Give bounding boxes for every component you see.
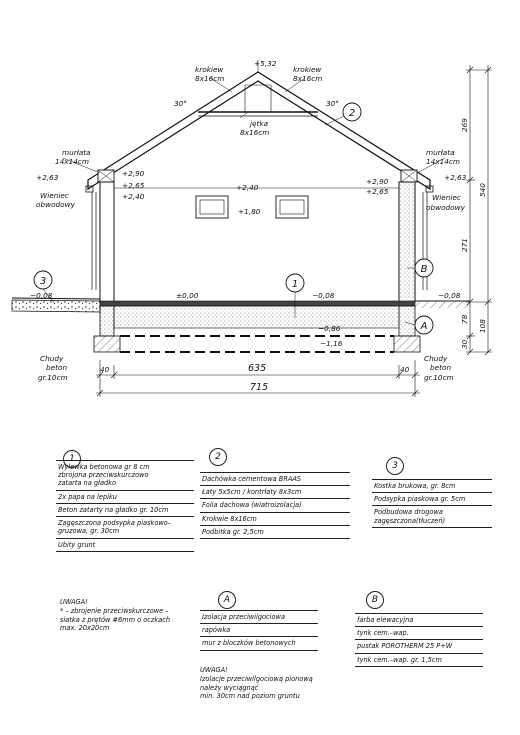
floor-slab — [100, 301, 415, 306]
legend-2 — [200, 472, 350, 539]
ground-left — [12, 300, 100, 312]
marker-3: 3 — [39, 276, 47, 287]
collar-tie-name: jętka — [250, 119, 269, 128]
foundation-bottom-level: −1,16 — [320, 339, 343, 348]
level-left-2: +2,40 — [122, 192, 145, 201]
marker-a: A — [420, 321, 428, 332]
roof-angle-right: 30° — [326, 99, 339, 108]
lean-concrete-left-3: gr.10cm — [38, 373, 68, 382]
rafter-right-size: 8x16cm — [293, 74, 323, 83]
legend-1-row: Ubity grunt — [56, 539, 194, 552]
legend-3-badge: 3 — [386, 457, 404, 475]
footing-left — [94, 336, 120, 352]
marker-2: 2 — [348, 108, 356, 119]
note-2-title: UWAGA! — [200, 666, 228, 674]
rafter-left-name: krokiew — [195, 65, 224, 74]
legend-3-row: Podbudowa drogowa zagęszczona(tłuczeń) — [372, 506, 492, 527]
legend-1-row: Beton zatarty na gładko gr. 10cm — [56, 504, 194, 517]
legend-3 — [372, 479, 492, 528]
note-1-title: UWAGA! — [60, 598, 88, 606]
level-eave-right: +2,63 — [444, 173, 467, 182]
legend-b-row: tynk cem.–wap. — [355, 627, 483, 640]
floor-level: ±0,00 — [176, 291, 199, 300]
level-left-0: +2,90 — [122, 169, 145, 178]
ridge-level: +5,32 — [254, 59, 277, 68]
dim-total-height: 540 — [478, 183, 487, 197]
ground-left-level: −0,08 — [30, 291, 53, 300]
legend-a-row: rapówka — [200, 624, 318, 637]
roof-angle-left: 30° — [174, 99, 187, 108]
rafter-right-name: krokiew — [293, 65, 322, 74]
legend-b-badge: B — [366, 591, 384, 609]
marker-1: 1 — [291, 279, 299, 290]
level-left-1: +2,65 — [122, 181, 145, 190]
dim-foundation: 78 — [460, 314, 469, 324]
legend-b-row: tynk cem.–wap. gr. 1,5cm — [355, 654, 483, 667]
ring-beam-left-name: Wieniec — [40, 191, 69, 200]
lean-concrete-right-3: gr.10cm — [424, 373, 454, 382]
lean-concrete-right-1: Chudy — [424, 354, 448, 363]
legend-b-row: pustak POROTHERM 25 P+W — [355, 640, 483, 653]
rafter-left-size: 8x16cm — [195, 74, 225, 83]
lean-concrete-left-2: beton — [46, 363, 68, 372]
lean-concrete-right-2: beton — [430, 363, 452, 372]
foundation-right — [399, 306, 415, 336]
legend-a — [200, 610, 318, 651]
footing-right — [394, 336, 420, 352]
floor-foundation — [12, 298, 470, 352]
level-right-0: +2,90 — [366, 177, 389, 186]
wall-right — [399, 182, 415, 302]
floor-substrate — [114, 306, 399, 328]
legend-2-row: Podbitka gr. 2,5cm — [200, 526, 350, 539]
window-head-level: +2,40 — [236, 183, 259, 192]
wall-plate-left-size: 14x14cm — [55, 157, 90, 166]
wall-plate-right-name: murłata — [426, 148, 455, 157]
floor-ground-level: −0,08 — [312, 291, 335, 300]
legend-a-row: mur z bloczków betonowych — [200, 637, 318, 650]
collar-tie-size: 8x16cm — [240, 128, 270, 137]
ring-beam-left-sub: obwodowy — [36, 200, 75, 209]
legend-1-badge: 1 — [63, 450, 81, 468]
dim-footing: 30 — [460, 339, 469, 349]
ground-right-level: −0,08 — [438, 291, 461, 300]
legend-2-row: Folia dachowa (wiatroizolacja) — [200, 499, 350, 512]
legend-1 — [56, 460, 194, 552]
dimension-lines — [96, 65, 492, 397]
ring-beam-right-sub: obwodowy — [426, 203, 465, 212]
wall-plate-right-size: 14x14cm — [426, 157, 461, 166]
legend-b-row: farba elewacyjna — [355, 613, 483, 627]
legend-2-badge: 2 — [209, 448, 227, 466]
legend-1-row: Wylewka betonowa gr 8 cm zbrojona przeciwskurczowo zatarta na gładko — [56, 460, 194, 491]
dim-interior: 635 — [248, 363, 267, 374]
legend-2-row: Dachówka cementowa BRAAS — [200, 472, 350, 486]
level-right-1: +2,65 — [366, 187, 389, 196]
marker-b: B — [420, 264, 428, 275]
wall-left — [100, 182, 114, 302]
dim-total: 715 — [250, 382, 269, 393]
window-sill-level: +1,80 — [238, 207, 261, 216]
legend-3-row: Kostka brukowa, gr. 8cm — [372, 479, 492, 493]
legend-2-row: Krokwie 8x16cm — [200, 513, 350, 526]
ring-beam-right-name: Wieniec — [432, 193, 461, 202]
note-1-text: * – zbrojenie przeciwskurczowe – siatka z prętów #6mm o oczkach max. 20x20cm — [60, 607, 171, 633]
note-2-text: Izolacje przeciwilgociową pionową należy wyciągnąć min. 30cm nad poziom gruntu — [200, 675, 313, 701]
legend-3-row: Podsypka piaskowa gr. 5cm — [372, 493, 492, 506]
legend-a-badge: A — [218, 591, 236, 609]
foundation-left — [100, 306, 114, 336]
legend-2-row: Łaty 5x5cm / kontrłaty 8x3cm — [200, 486, 350, 499]
dim-wall: 271 — [460, 238, 469, 252]
legend-a-row: Izolacja przeciwilgociowa — [200, 610, 318, 624]
legend-b — [355, 613, 483, 667]
dim-base: 108 — [478, 319, 487, 333]
dim-wall-left: 40 — [100, 365, 110, 374]
lean-concrete-left-1: Chudy — [40, 354, 64, 363]
wall-plate-left-name: murłata — [62, 148, 91, 157]
dim-wall-right: 40 — [400, 365, 410, 374]
level-eave-left: +2,63 — [36, 173, 59, 182]
legend-1-row: Zagęszczona podsypka piaskowo– gruzowa, gr. 30cm — [56, 517, 194, 538]
foundation-top-level: −0,86 — [318, 324, 341, 333]
legend-1-row: 2x papa na lepiku — [56, 491, 194, 504]
dim-roof: 269 — [460, 118, 469, 132]
